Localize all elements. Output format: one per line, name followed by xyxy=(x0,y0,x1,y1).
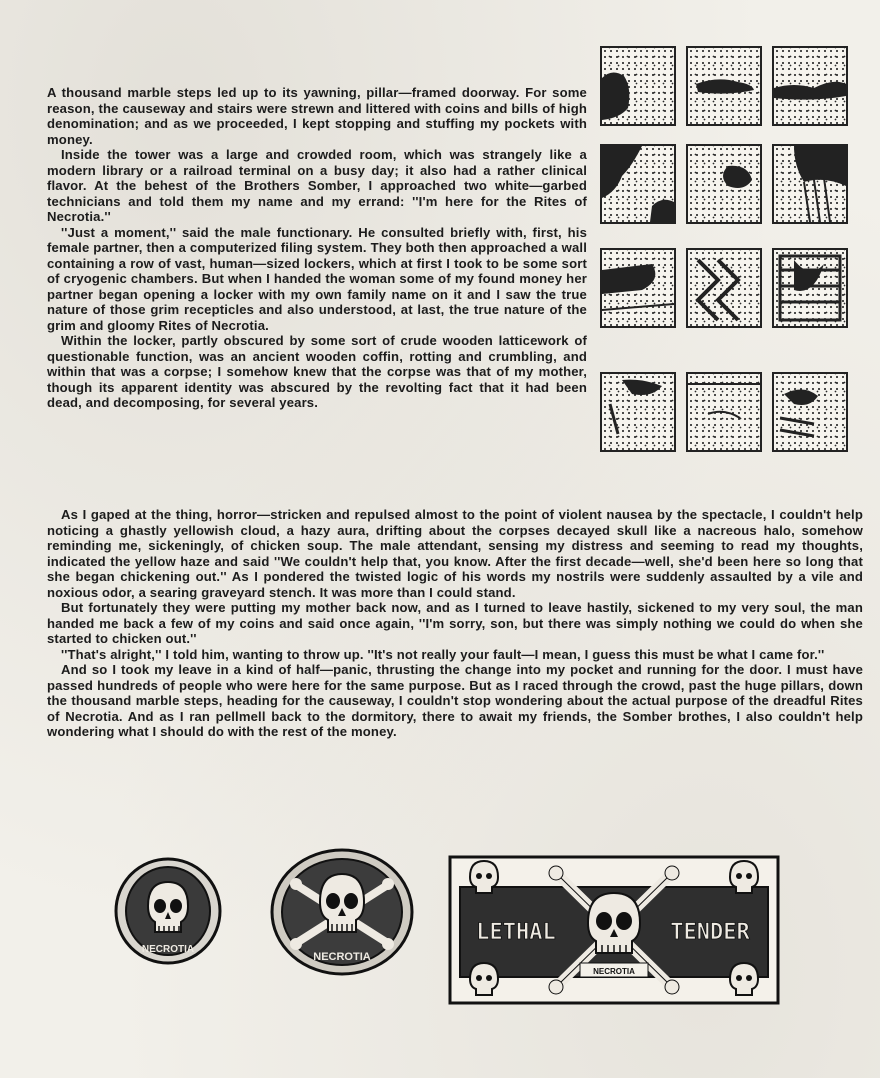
comic-panel xyxy=(772,248,848,328)
coin-small-label: NECROTIA xyxy=(141,944,195,955)
comic-panel xyxy=(600,144,676,224)
comic-panel xyxy=(600,46,676,126)
comic-panel xyxy=(600,372,676,452)
comic-panel xyxy=(772,372,848,452)
paragraph: Inside the tower was a large and crowded room, which was strangely like a modern library or a railroad terminal on a busy day; it also had a rather clinical flavor. At the behest of the Brothers Somber, I approached two white—garbed technicians and told them my name and my errand: ''I'm here for the Rites of Necrotia.'' xyxy=(47,147,587,224)
bill-small-label: NECROTIA xyxy=(593,967,635,976)
lethal-tender-bill xyxy=(448,855,780,1005)
bleed-through-shadow xyxy=(40,8,580,78)
comic-panel xyxy=(686,372,762,452)
comic-panel xyxy=(686,46,762,126)
comic-panel xyxy=(772,46,848,126)
comic-panel xyxy=(772,144,848,224)
comic-panel xyxy=(600,248,676,328)
comic-panel xyxy=(686,144,762,224)
paragraph: A thousand marble steps led up to its yawning, pillar—framed doorway. For some reason, the causeway and stairs were strewn and littered with coins and bills of high denomination; and as we proceeded, I kept stopping and stuffing my pockets with money. xyxy=(47,85,587,147)
article-full-width xyxy=(47,507,863,740)
paragraph: But fortunately they were putting my mother back now, and as I turned to leave hastily, sickened to my very soul, the man handed me back a few of my coins and said once again, ''I'm sorry, son, but there was simply nothing we could do when she started to chicken out.'' xyxy=(47,600,863,646)
coin-large-label: NECROTIA xyxy=(313,951,371,963)
article-column xyxy=(47,85,587,411)
paragraph: Within the locker, partly obscured by some sort of crude wooden latticework of questionable function, was an ancient wooden coffin, rotting and crumbling, and within that was a corpse; I somehow knew that the corpse was that of my mother, though its apparent identity was abscured by the revolting fact that it had been dead, and decomposing, for several years. xyxy=(47,333,587,410)
comic-panel xyxy=(686,248,762,328)
bill-left-word: LETHAL xyxy=(476,920,556,945)
skull-coin-large xyxy=(268,846,416,978)
skull-coin-small xyxy=(113,856,223,966)
paragraph: As I gaped at the thing, horror—stricken and repulsed almost to the point of violent nausea by the spectacle, I couldn't help noticing a ghastly yellowish cloud, a hazy aura, drifting about the corpses decayed skull like a nacreous halo, somehow reminding me, sickeningly, of chicken soup. The male attendant, sensing my distress and seeming to read my thoughts, indicated the yellow haze and said ''We couldn't help that, you know. After the first decade—well, she'd been here so long that she began chickening out.'' As I pondered the twisted logic of his words my nostrils were suddenly assaulted by a vile and noxious odor, a searing graveyard stench. It was more than I could stand. xyxy=(47,507,863,600)
paragraph: ''That's alright,'' I told him, wanting to throw up. ''It's not really your fault—I mean, I guess this must be what I came for.'' xyxy=(61,646,825,662)
paragraph: ''Just a moment,'' said the male functionary. He consulted briefly with, first, his female partner, then a computerized filing system. They both then approached a wall containing a row of vast, human—sized lockers, which at first I took to be some sort of cryogenic chambers. But when I handed the woman some of my found money her partner began opening a locker with my own family name on it and I saw the true nature of those grim recepticles and also understood, at last, the true nature of the grim and gloomy Rites of Necrotia. xyxy=(47,224,587,333)
paragraph: And so I took my leave in a kind of half—panic, thrusting the change into my pocket and running for the door. I must have passed hundreds of people who were here for the same purpose. But as I raced through the crowd, past the huge pillars, down the thousand marble steps, heading for the causeway, I couldn't stop wondering about the actual purpose of the dreadful Rites of Necrotia. And as I ran pellmell back to the dormitory, there to await my friends, the Somber brothes, I also couldn't help wondering what I should do with the rest of the money. xyxy=(47,662,863,739)
skull-icon xyxy=(148,882,188,932)
bill-right-word: TENDER xyxy=(670,920,750,945)
skull-icon xyxy=(588,893,640,953)
comic-panel-grid xyxy=(596,44,854,472)
